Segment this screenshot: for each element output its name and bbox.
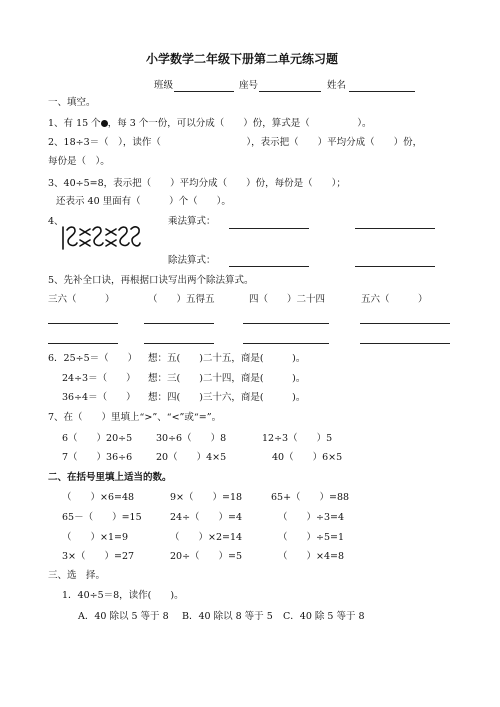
q6-row-2-eq: 24÷3＝（ ） (62, 373, 136, 384)
name-blank[interactable] (349, 91, 415, 92)
s2-r4-c3: （ ）×4=8 (278, 551, 345, 562)
q4-number: 4、 (48, 216, 64, 227)
s2-r3-c3: （ ）÷5=1 (278, 532, 345, 543)
q5-item-1: 三六（ ） (48, 294, 115, 305)
name-label: 姓名 (327, 80, 347, 91)
s3-option-a: A．40 除以 5 等于 8 (78, 611, 169, 622)
section1-heading: 一、填空。 (48, 97, 96, 108)
s2-r1-c2: 9×（ ）=18 (170, 492, 243, 503)
q6-row-3-eq: 36÷4＝（ ） (62, 392, 136, 403)
q7-heading: 7、在（ ）里填上“>”、“<”或“=”。 (48, 412, 222, 423)
q3-line1: 3、40÷5=8，表示把（ ）平均分成（ ）份，每份是（ ）； (48, 178, 346, 189)
q3-line2: 还表示 40 里面有（ ）个（ ）。 (56, 196, 231, 207)
q7-r2-c2: 20（ ）4×5 (156, 452, 227, 463)
q5-item-2: （ ）五得五 (148, 294, 215, 305)
q1-text (48, 118, 372, 130)
class-blank[interactable] (174, 91, 234, 92)
class-label: 班级 (154, 80, 174, 91)
q4-mult-blank-1[interactable] (229, 228, 309, 229)
q5-blank-3b[interactable] (243, 343, 329, 344)
q4-mult-label: 乘法算式： (168, 216, 216, 227)
s2-r4-c2: 20÷（ ）=5 (170, 551, 243, 562)
q5-blank-2a[interactable] (144, 323, 214, 324)
q7-r1-c1: 6（ ）20÷5 (62, 433, 133, 444)
section3-heading: 三、选 择。 (48, 570, 106, 581)
s3-option-b: B．40 除以 8 等于 5 (182, 611, 273, 622)
q2-line1: 2、18÷3＝（ ），读作（ ），表示把（ ）平均分成（ ）份， (48, 137, 423, 148)
s2-r2-c3: （ ）÷3=4 (278, 512, 345, 523)
q6-row-2-think: 想：三( )二十四，商是( )。 (148, 373, 306, 384)
s2-r3-c1: （ ）×1=9 (62, 532, 129, 543)
q5-blank-4a[interactable] (360, 323, 450, 324)
q7-r2-c3: 40（ ）6×5 (272, 452, 343, 463)
q4-div-blank-1[interactable] (229, 266, 309, 267)
s2-r3-c2: （ ）×2=14 (170, 532, 243, 543)
s3-option-c: C．40 除 5 等于 8 (283, 611, 365, 622)
q5-item-3: 四（ ）二十四 (249, 294, 326, 305)
section2-heading: 二、在括号里填上适当的数。 (48, 472, 172, 483)
q5-heading: 5、先补全口诀，再根据口诀写出两个除法算式。 (48, 275, 254, 286)
q7-r1-c2: 30÷6（ ）8 (156, 433, 227, 444)
q4-mult-blank-2[interactable] (355, 228, 435, 229)
q4-div-blank-2[interactable] (355, 266, 435, 267)
q5-blank-3a[interactable] (243, 323, 329, 324)
q7-r2-c1: 7（ ）36÷6 (62, 452, 133, 463)
s2-r1-c1: （ ）×6=48 (62, 492, 135, 503)
tally-marks-icon (60, 224, 142, 252)
q5-blank-4b[interactable] (360, 343, 450, 344)
q2-line2: 每份是（ ）。 (48, 156, 110, 167)
q6-row-3-think: 想：四( )三十六，商是( )。 (148, 392, 306, 403)
q5-item-4: 五六（ ） (361, 294, 428, 305)
s3-q1: 1．40÷5＝8，读作( )。 (62, 590, 184, 601)
q6-row-1-eq: 6．25÷5＝（ ） (48, 353, 138, 364)
s2-r4-c1: 3×（ ）=27 (62, 551, 135, 562)
black-dot-icon (101, 120, 108, 127)
seat-label: 座号 (239, 80, 259, 91)
q7-r1-c3: 12÷3（ ）5 (262, 433, 333, 444)
q4-div-label: 除法算式： (168, 255, 216, 266)
q5-blank-1a[interactable] (48, 323, 118, 324)
q1-post: ，每 3 个一份，可以分成（ ）份，算式是（ ）。 (107, 118, 372, 129)
page-title: 小学数学二年级下册第二单元练习题 (146, 52, 339, 66)
q6-row-1-think: 想：五( )二十五，商是( )。 (148, 353, 306, 364)
q1-pre: 1、有 15 个 (48, 118, 101, 129)
s2-r1-c3: 65+（ ）=88 (271, 492, 350, 503)
q5-blank-1b[interactable] (48, 343, 118, 344)
s2-r2-c2: 24÷（ ）=4 (170, 512, 243, 523)
seat-blank[interactable] (259, 91, 321, 92)
q5-blank-2b[interactable] (144, 343, 214, 344)
s2-r2-c1: 65－（ ）=15 (62, 512, 142, 523)
